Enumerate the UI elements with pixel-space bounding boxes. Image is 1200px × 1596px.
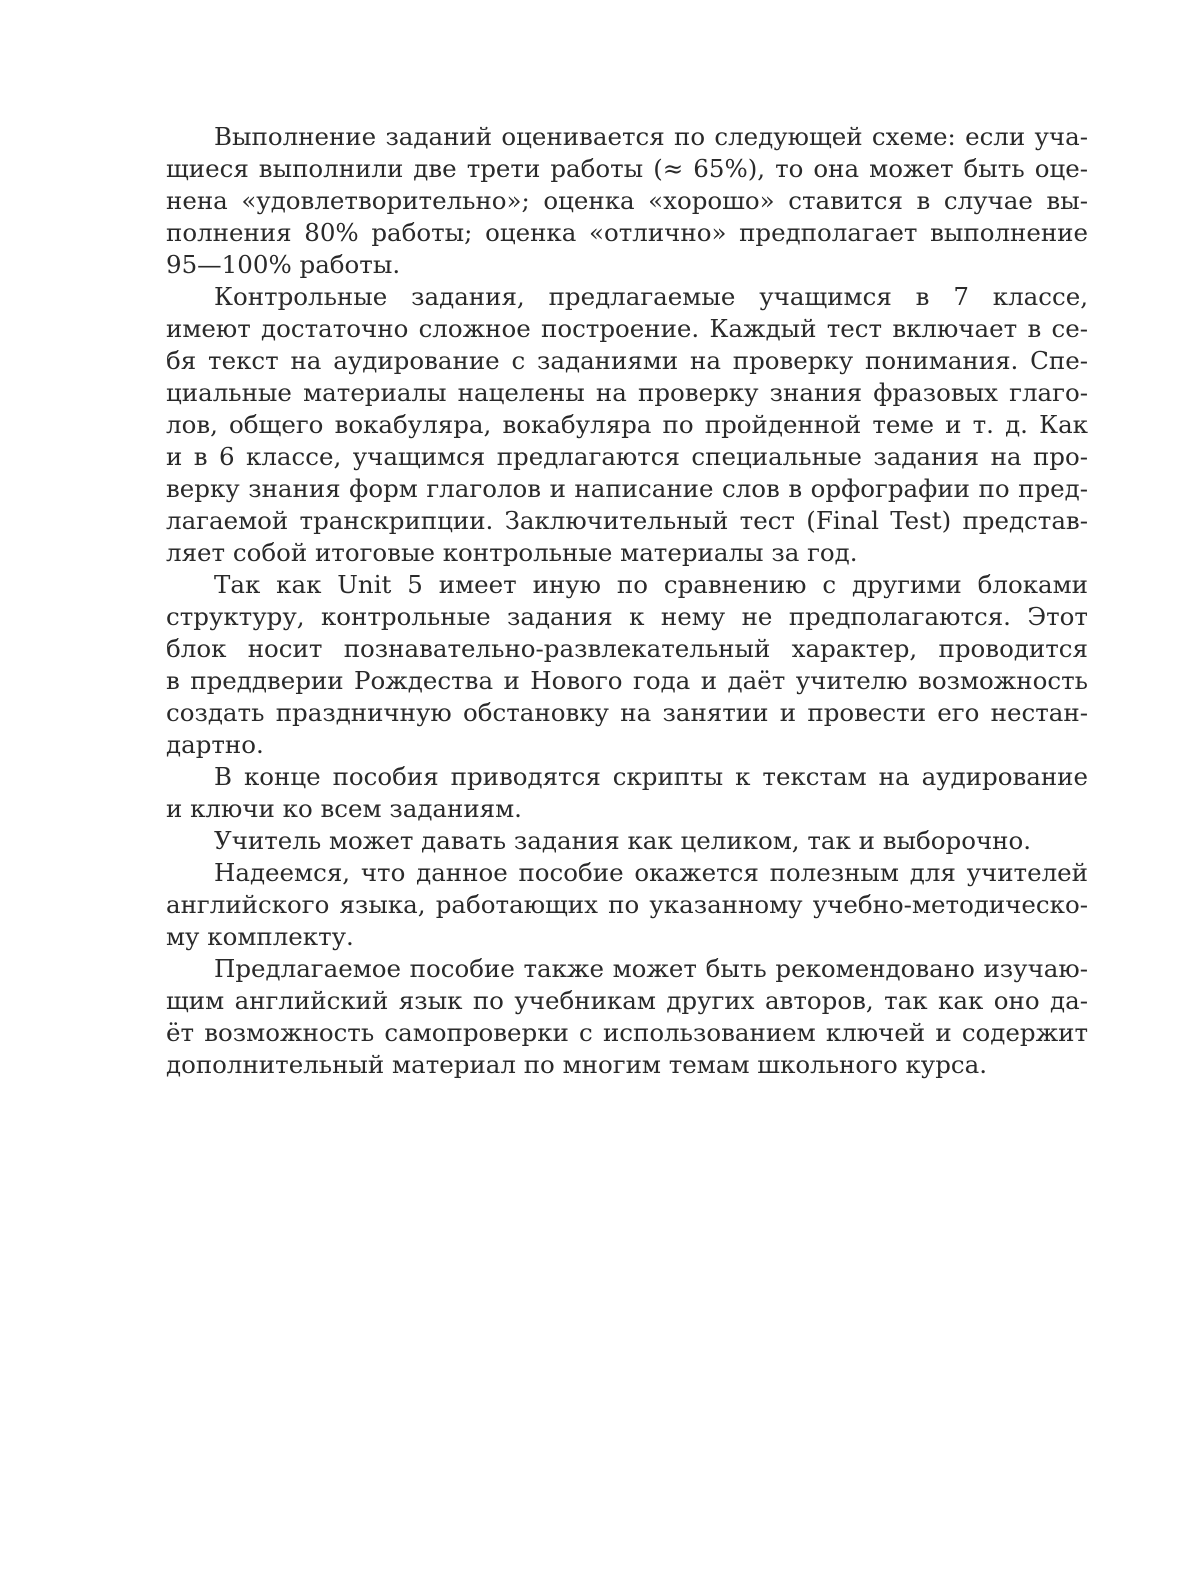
text-line: дартно. xyxy=(166,730,264,759)
text-line: бя текст на аудирование с заданиями на проверку понимания. Спе- xyxy=(166,346,1088,375)
text-line: лагаемой транскрипции. Заключительный тест (Final Test) представ- xyxy=(166,506,1088,535)
text-line: 95—100% работы. xyxy=(166,250,401,279)
text-line: английского языка, работающих по указанному учебно-методическо- xyxy=(166,890,1088,919)
text-line: нена «удовлетворительно»; оценка «хорошо» ставится в случае вы- xyxy=(166,186,1088,215)
text-line: щиеся выполнили две трети работы (≈ 65%), то она может быть оце- xyxy=(166,154,1088,183)
text-line: имеют достаточно сложное построение. Каждый тест включает в се- xyxy=(166,314,1088,343)
text-line: лов, общего вокабуляра, вокабуляра по пройденной теме и т. д. Как xyxy=(166,410,1088,439)
text-line: структуру, контрольные задания к нему не предполагаются. Этот xyxy=(166,602,1088,631)
text-line: В конце пособия приводятся скрипты к текстам на аудирование xyxy=(214,762,1088,791)
paragraph-grading xyxy=(166,121,1088,281)
text-line: и в 6 классе, учащимся предлагаются специальные задания на про- xyxy=(166,442,1088,471)
paragraph-unit5 xyxy=(166,569,1088,761)
text-line: ляет собой итоговые контрольные материалы за год. xyxy=(166,538,858,567)
paragraph-hope xyxy=(166,857,1088,953)
text-line: му комплекту. xyxy=(166,922,354,951)
text-line: щим английский язык по учебникам других авторов, так как оно да- xyxy=(166,986,1088,1015)
text-line: верку знания форм глаголов и написание слов в орфографии по пред- xyxy=(166,474,1088,503)
text-line: Так как Unit 5 имеет иную по сравнению с другими блоками xyxy=(214,570,1088,599)
text-line: Надеемся, что данное пособие окажется полезным для учителей xyxy=(214,858,1088,887)
document-page xyxy=(166,121,1088,1081)
text-line: дополнительный материал по многим темам школьного курса. xyxy=(166,1050,988,1079)
paragraph-teacher xyxy=(166,825,1088,857)
paragraph-scripts xyxy=(166,761,1088,825)
paragraph-grade7 xyxy=(166,281,1088,569)
text-line: Контрольные задания, предлагаемые учащимся в 7 классе, xyxy=(214,282,1088,311)
text-line: полнения 80% работы; оценка «отлично» предполагает выполнение xyxy=(166,218,1088,247)
text-line: блок носит познавательно-развлекательный характер, проводится xyxy=(166,634,1088,663)
page-content xyxy=(166,121,1088,1081)
text-line: Предлагаемое пособие также может быть рекомендовано изучаю- xyxy=(214,954,1088,983)
text-line: Учитель может давать задания как целиком, так и выборочно. xyxy=(214,826,1032,855)
paragraph-recommend xyxy=(166,953,1088,1081)
text-line: создать праздничную обстановку на занятии и провести его нестан- xyxy=(166,698,1088,727)
text-line: Выполнение заданий оценивается по следующей схеме: если уча- xyxy=(214,122,1088,151)
text-line: ёт возможность самопроверки с использованием ключей и содержит xyxy=(166,1018,1088,1047)
text-line: циальные материалы нацелены на проверку знания фразовых глаго- xyxy=(166,378,1088,407)
text-line: и ключи ко всем заданиям. xyxy=(166,794,522,823)
text-line: в преддверии Рождества и Нового года и даёт учителю возможность xyxy=(166,666,1088,695)
